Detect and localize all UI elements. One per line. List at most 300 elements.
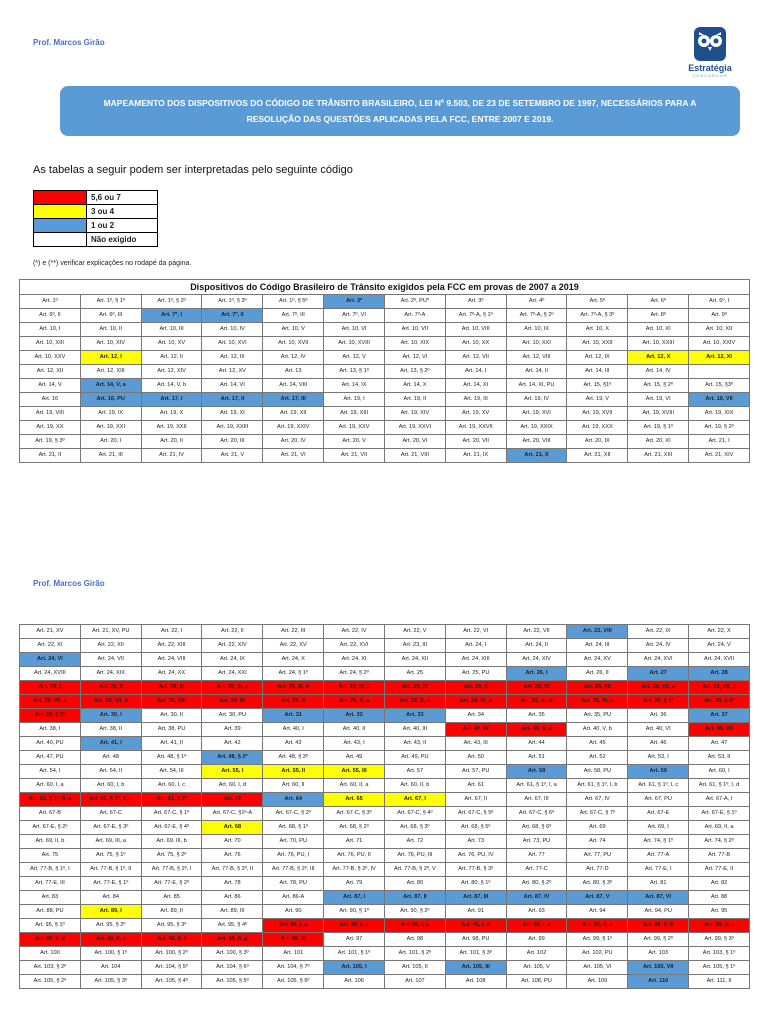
cell-text: Art. 6º, III xyxy=(99,312,123,318)
cell-text: Art. 87, I xyxy=(343,894,366,900)
table-cell xyxy=(202,393,263,407)
table-cell xyxy=(445,681,506,695)
cell-text: Art. 68, § 2º xyxy=(339,824,369,830)
cell-text: Art. 105, VI xyxy=(583,964,612,970)
cell-text: Art. 29, VII, d xyxy=(93,698,128,704)
cell-text: Art. 22, II xyxy=(221,628,244,634)
table-row xyxy=(20,779,750,793)
table-cell xyxy=(263,435,324,449)
cell-text: Art. 42 xyxy=(224,740,241,746)
cell-text: Art. 78, PU xyxy=(279,880,307,886)
table-cell xyxy=(628,835,689,849)
cell-text: Art. 29, III, a xyxy=(216,684,249,690)
table-cell xyxy=(384,779,445,793)
table-cell xyxy=(80,751,141,765)
table-cell xyxy=(384,449,445,463)
cell-text: Art. 19, XV xyxy=(462,410,490,416)
cell-text: Art. 88, PU xyxy=(36,908,64,914)
table-cell xyxy=(80,295,141,309)
table-cell xyxy=(445,891,506,905)
table-cell xyxy=(324,393,385,407)
table-cell xyxy=(141,295,202,309)
cell-text: Art. 72 xyxy=(406,838,424,844)
table-cell xyxy=(20,625,81,639)
table-row xyxy=(20,793,750,807)
cell-text: Art. 77-E, II xyxy=(704,866,734,872)
cell-text: Art. 80, § 3º xyxy=(582,880,613,886)
cell-text: Art. 4º xyxy=(528,298,545,304)
table-cell xyxy=(384,695,445,709)
cell-text: Art. 20, IV xyxy=(280,438,306,444)
cell-text: Art. 47, PU xyxy=(36,754,64,760)
table-cell xyxy=(80,877,141,891)
cell-text: Art. 12, XII xyxy=(36,368,64,374)
table-cell xyxy=(689,639,750,653)
table-cell xyxy=(384,723,445,737)
table-row xyxy=(20,905,750,919)
table-cell xyxy=(628,751,689,765)
table-cell xyxy=(506,351,567,365)
cell-text: Art. 19, XXI xyxy=(96,424,126,430)
table-cell xyxy=(20,723,81,737)
cell-text: Art. 67-B xyxy=(38,810,61,816)
table-cell xyxy=(506,625,567,639)
table-cell xyxy=(689,947,750,961)
cell-text: Art. 50 xyxy=(467,754,484,760)
table-cell xyxy=(567,681,628,695)
table-cell xyxy=(202,421,263,435)
cell-text: Art. 19, VI xyxy=(645,396,671,402)
cell-text: Art. 25 xyxy=(406,670,424,676)
table-cell xyxy=(628,393,689,407)
table-cell xyxy=(506,975,567,989)
table-cell xyxy=(567,393,628,407)
cell-text: Art. 7º, III xyxy=(281,312,305,318)
table-cell xyxy=(202,723,263,737)
author-label-bottom: Prof. Marcos Girão xyxy=(33,579,105,588)
table-cell xyxy=(202,807,263,821)
cell-text: Art. 20, XI xyxy=(645,438,671,444)
cell-text: Art. 24, XII xyxy=(401,656,429,662)
cell-text: Art. 10, XI xyxy=(645,326,671,332)
table-cell xyxy=(628,961,689,975)
table-cell xyxy=(141,309,202,323)
table-cell xyxy=(141,709,202,723)
table-cell xyxy=(141,695,202,709)
table-cell xyxy=(324,905,385,919)
table-cell xyxy=(324,309,385,323)
table-cell xyxy=(20,933,81,947)
table-cell xyxy=(445,821,506,835)
cell-text: Art. 14, IV xyxy=(645,368,671,374)
cell-text: Art. 2º xyxy=(345,298,363,304)
table-row xyxy=(20,309,750,323)
cell-text: Art. 76, PU, III xyxy=(397,852,433,858)
table-cell xyxy=(80,625,141,639)
table-cell xyxy=(80,639,141,653)
table-cell xyxy=(628,947,689,961)
cell-text: Art. 78 xyxy=(224,880,241,886)
cell-text: Art. 40, V, a xyxy=(521,726,552,732)
cell-text: Art. 41, I xyxy=(99,740,122,746)
table-title: Dispositivos do Código Brasileiro de Trânsito exigidos pela FCC em provas de 2007 a 2019 xyxy=(20,280,750,295)
table-cell xyxy=(445,919,506,933)
table-cell xyxy=(567,379,628,393)
cell-text: Art. 29, VI xyxy=(523,684,550,690)
cell-text: Art. 101 xyxy=(283,950,304,956)
cell-text: Art. 67-C, § 3º xyxy=(336,810,372,816)
table-cell xyxy=(384,421,445,435)
cell-text: Art. 77-B, § 1º, I xyxy=(30,866,70,872)
cell-text: Art. 15, §1º xyxy=(583,382,612,388)
cell-text: Art. 13, § 1º xyxy=(339,368,369,374)
table-cell xyxy=(80,933,141,947)
cell-text: Art. 12, III xyxy=(220,354,245,360)
cell-text: Art. 64 xyxy=(284,796,302,802)
cell-text: Art. 44 xyxy=(528,740,545,746)
cell-text: Art. 95, § 2º xyxy=(96,922,126,928)
table-cell xyxy=(263,379,324,393)
table-cell xyxy=(20,709,81,723)
table-cell xyxy=(445,723,506,737)
table-cell xyxy=(141,877,202,891)
table-cell xyxy=(202,975,263,989)
table-cell xyxy=(80,919,141,933)
table-cell xyxy=(80,835,141,849)
cell-text: Art. 1º, § 3º xyxy=(218,298,247,304)
cell-text: Art. 87, II xyxy=(403,894,427,900)
cell-text: Art. 33 xyxy=(406,712,424,718)
cell-text: Art. 96, I, a xyxy=(279,922,308,928)
cell-text: Art. 105, § 4º xyxy=(155,978,188,984)
cell-text: Art. 68 xyxy=(223,824,242,830)
cell-text: Art. 21, I xyxy=(708,438,730,444)
cell-text: Art. 43, III xyxy=(463,740,488,746)
table-cell xyxy=(324,639,385,653)
table-cell xyxy=(324,877,385,891)
table-cell xyxy=(324,891,385,905)
cell-text: Art. 67-C, § 1º xyxy=(153,810,190,816)
table-cell xyxy=(445,351,506,365)
cell-text: Art. 43, I xyxy=(343,740,365,746)
cell-text: Art. 21, II xyxy=(38,452,62,458)
cell-text: Art. 96, I, e xyxy=(522,922,551,928)
cell-text: Art. 43, II xyxy=(403,740,427,746)
table-cell xyxy=(384,961,445,975)
cell-text: Art. 93 xyxy=(528,908,545,914)
cell-text: Art. 21, IV xyxy=(159,452,184,458)
table-cell xyxy=(263,295,324,309)
cell-text: Art. 102, PU xyxy=(582,950,613,956)
cell-text: Art. 22, III xyxy=(281,628,306,634)
table-cell xyxy=(567,695,628,709)
table-cell xyxy=(141,653,202,667)
table-cell xyxy=(20,667,81,681)
table-cell xyxy=(141,393,202,407)
cell-text: Art. 20, I xyxy=(100,438,122,444)
cell-text: Art. 103, § 1º xyxy=(702,950,736,956)
table-row xyxy=(20,821,750,835)
table-row xyxy=(20,947,750,961)
table-cell xyxy=(384,835,445,849)
cell-text: Art. 10, XXI xyxy=(522,340,551,346)
cell-text: Art. 14, XI xyxy=(463,382,489,388)
cell-text: Art. 67-C, § 4º xyxy=(397,810,433,816)
table-cell xyxy=(689,351,750,365)
table-cell xyxy=(80,793,141,807)
cell-text: Art. 29, V xyxy=(463,684,488,690)
cell-text: Art. 14, VI xyxy=(219,382,245,388)
table-cell xyxy=(384,919,445,933)
cell-text: Art. 67-E, § 4º xyxy=(154,824,190,830)
table-cell xyxy=(324,779,385,793)
table-cell xyxy=(628,365,689,379)
cell-text: Art. 27 xyxy=(649,670,667,676)
cell-text: Art. 14, V, b xyxy=(157,382,187,388)
table-cell xyxy=(567,709,628,723)
articles-table-page1 xyxy=(19,279,750,463)
table-cell xyxy=(384,849,445,863)
table-cell xyxy=(567,933,628,947)
cell-text: Art. 49, PU xyxy=(401,754,429,760)
table-cell xyxy=(263,821,324,835)
cell-text: Art. 68, § 6º xyxy=(521,824,552,830)
table-cell xyxy=(263,667,324,681)
table-cell xyxy=(506,849,567,863)
table-cell xyxy=(263,765,324,779)
cell-text: Art. 98, PU xyxy=(462,936,490,942)
table-cell xyxy=(567,449,628,463)
table-cell xyxy=(20,337,81,351)
cell-text: Art. 67-A, I xyxy=(705,796,733,802)
cell-text: Art. 90, § 1º xyxy=(339,908,369,914)
cell-text: Art. 12, IV xyxy=(280,354,306,360)
table-cell xyxy=(141,849,202,863)
table-cell xyxy=(263,407,324,421)
table-cell xyxy=(445,765,506,779)
cell-text: Art. 67-E, § 2º xyxy=(32,824,68,830)
cell-text: Art. 19, § 2º xyxy=(704,424,734,430)
table-cell xyxy=(689,295,750,309)
table-cell xyxy=(445,751,506,765)
cell-text: Art. 29, IX xyxy=(219,698,246,704)
cell-text: Art. 23, III xyxy=(402,642,427,648)
cell-text: Art. 29, § 2º xyxy=(703,698,735,704)
table-cell xyxy=(80,449,141,463)
table-cell xyxy=(567,625,628,639)
table-cell xyxy=(445,905,506,919)
cell-text: Art. 96, I, d xyxy=(461,922,491,928)
table-cell xyxy=(20,891,81,905)
table-cell xyxy=(567,309,628,323)
table-cell xyxy=(141,639,202,653)
cell-text: Art. 20, V xyxy=(342,438,366,444)
table-cell xyxy=(202,625,263,639)
table-cell xyxy=(141,365,202,379)
cell-text: Art. 5º xyxy=(589,298,606,304)
cell-text: Art. 108, PU xyxy=(521,978,552,984)
cell-text: Art. 70, PU xyxy=(279,838,307,844)
cell-text: Art. 77-B, § 1º, II xyxy=(90,866,132,872)
legend-row xyxy=(34,205,158,219)
cell-text: Art. 67-E, § 1º xyxy=(701,810,737,816)
cell-text: Art. 22, XII xyxy=(97,642,124,648)
table-cell xyxy=(80,947,141,961)
cell-text: Art. 96, II, g xyxy=(217,936,248,942)
table-cell xyxy=(567,849,628,863)
cell-text: Art. 67-C, § 2º xyxy=(275,810,311,816)
table-cell xyxy=(80,407,141,421)
table-cell xyxy=(80,351,141,365)
table-cell xyxy=(324,765,385,779)
cell-text: Art. 34 xyxy=(467,712,484,718)
table-cell xyxy=(141,625,202,639)
cell-text: Art. 19, X xyxy=(159,410,184,416)
cell-text: Art. 86 xyxy=(224,894,241,900)
cell-text: Art. 98 xyxy=(406,936,424,942)
table-cell xyxy=(506,877,567,891)
table-cell xyxy=(324,695,385,709)
cell-text: Art. 77 xyxy=(528,852,545,858)
cell-text: Art. 96, II, c xyxy=(704,922,734,928)
table-cell xyxy=(567,295,628,309)
table-cell xyxy=(80,393,141,407)
table-cell xyxy=(445,625,506,639)
table-row xyxy=(20,393,750,407)
table-cell xyxy=(689,653,750,667)
table-cell xyxy=(80,975,141,989)
table-cell xyxy=(384,681,445,695)
table-cell xyxy=(324,961,385,975)
cell-text: Art. 29, III, c xyxy=(338,684,370,690)
table-cell xyxy=(628,337,689,351)
cell-text: Art. 22, XIV xyxy=(218,642,247,648)
cell-text: Art. 20, VI xyxy=(402,438,428,444)
table-cell xyxy=(689,807,750,821)
cell-text: Art. 10, XX xyxy=(462,340,490,346)
cell-text: Art. 10, IX xyxy=(524,326,549,332)
cell-text: Art. 105, § 3º xyxy=(94,978,127,984)
table-cell xyxy=(506,435,567,449)
cell-text: Art. 19, § 1º xyxy=(643,424,673,430)
cell-text: Art. 29, VIII xyxy=(157,698,187,704)
cell-text: Art. 104, § 6º xyxy=(216,964,249,970)
table-cell xyxy=(20,639,81,653)
table-cell xyxy=(689,793,750,807)
table-cell xyxy=(689,961,750,975)
table-cell xyxy=(567,793,628,807)
cell-text: Art. 105, III xyxy=(461,964,490,970)
estrategia-logo xyxy=(686,26,734,78)
cell-text: Art. 105, § 1º xyxy=(702,964,736,970)
table-cell xyxy=(202,295,263,309)
cell-text: Art. 7º, I xyxy=(161,312,183,318)
table-cell xyxy=(324,625,385,639)
cell-text: Art. 57 xyxy=(406,768,424,774)
table-cell xyxy=(628,821,689,835)
cell-text: Art. 6º, II xyxy=(39,312,61,318)
cell-text: Art. 19, II xyxy=(403,396,427,402)
table-row xyxy=(20,337,750,351)
cell-text: Art. 21, VIII xyxy=(400,452,429,458)
table-cell xyxy=(324,807,385,821)
cell-text: Art. 40, V, b xyxy=(582,726,612,732)
cell-text: Art. 21, XIII xyxy=(644,452,673,458)
table-cell xyxy=(506,309,567,323)
cell-text: Art. 97 xyxy=(345,936,363,942)
cell-text: Art. 75, § 1º xyxy=(96,852,126,858)
table-row xyxy=(20,919,750,933)
cell-text: Art. 69, III, a xyxy=(95,838,126,844)
table-cell xyxy=(567,821,628,835)
table-cell xyxy=(567,877,628,891)
table-cell xyxy=(20,351,81,365)
table-cell xyxy=(689,337,750,351)
cell-text: Art. 95, § 1º xyxy=(35,922,65,928)
table-cell xyxy=(506,421,567,435)
cell-text: Art. 29, XI, a xyxy=(459,698,492,704)
table-cell xyxy=(324,365,385,379)
table-cell xyxy=(567,905,628,919)
cell-text: Art. 59 xyxy=(649,768,667,774)
table-cell xyxy=(80,681,141,695)
cell-text: Art. 84 xyxy=(102,894,119,900)
table-cell xyxy=(628,975,689,989)
cell-text: Art. 58 xyxy=(527,768,546,774)
table-cell xyxy=(445,695,506,709)
table-cell xyxy=(324,323,385,337)
table-cell xyxy=(567,407,628,421)
cell-text: Art. 40, III xyxy=(402,726,427,732)
table-cell xyxy=(324,421,385,435)
table-cell xyxy=(384,737,445,751)
cell-text: Art. 74 xyxy=(589,838,606,844)
cell-text: Art. 89, II xyxy=(160,908,183,914)
cell-text: Art. 29, III xyxy=(158,684,185,690)
cell-text: Art. 10, XXII xyxy=(582,340,613,346)
table-cell xyxy=(324,975,385,989)
table-cell xyxy=(384,891,445,905)
table-row xyxy=(20,653,750,667)
table-row xyxy=(20,295,750,309)
table-cell xyxy=(567,863,628,877)
cell-text: Art. 67-E, § 3º xyxy=(93,824,129,830)
table-cell xyxy=(202,751,263,765)
table-row xyxy=(20,877,750,891)
cell-text: Art. 24, XVIII xyxy=(34,670,66,676)
table-cell xyxy=(141,765,202,779)
cell-text: Art. 7º-A, § 1º xyxy=(458,312,493,318)
table-cell xyxy=(628,323,689,337)
cell-text: Art. 103, § 2º xyxy=(33,964,67,970)
cell-text: Art. 105, § 6º xyxy=(276,978,310,984)
cell-text: Art. 90 xyxy=(284,908,302,914)
cell-text: Art. 68, § 1º xyxy=(278,824,308,830)
cell-text: Art. 21, VI xyxy=(280,452,306,458)
table-cell xyxy=(445,779,506,793)
cell-text: Art. 19, XIII xyxy=(340,410,369,416)
table-cell xyxy=(506,779,567,793)
table-cell xyxy=(263,421,324,435)
table-cell xyxy=(80,765,141,779)
cell-text: Art. 75 xyxy=(41,852,59,858)
cell-text: Art. 19, IV xyxy=(524,396,549,402)
cell-text: Art. 60, II, a xyxy=(339,782,369,788)
cell-text: Art. 12, XV xyxy=(218,368,246,374)
cell-text: Art. 24, XV xyxy=(583,656,611,662)
cell-text: Art. 16, PU xyxy=(96,396,125,402)
table-cell xyxy=(445,961,506,975)
